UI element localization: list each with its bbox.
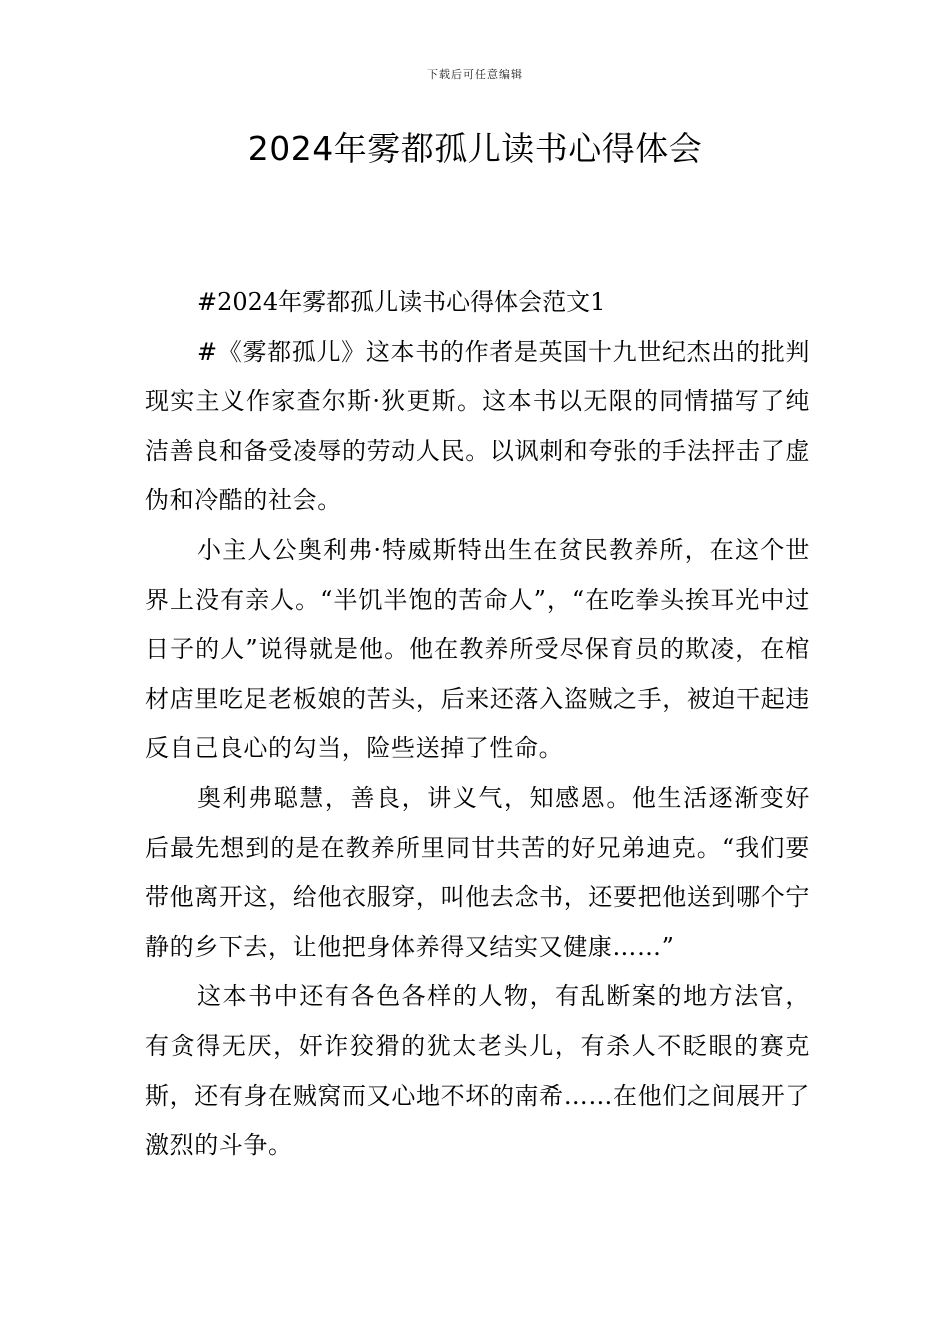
paragraph-intro: #《雾都孤儿》这本书的作者是英国十九世纪杰出的批判现实主义作家查尔斯·狄更斯。这本书以无限的同情描写了纯洁善良和备受凌辱的劳动人民。以讽刺和夸张的手法抨击了虚伪和冷酷的社会。 <box>145 337 810 515</box>
paragraph-characters: 这本书中还有各色各样的人物，有乱断案的地方法官，有贪得无厌，奸诈狡猾的犹太老头儿，有杀人不眨眼的赛克斯，还有身在贼窝而又心地不坏的南希……在他们之间展开了激烈的斗争。 <box>145 982 810 1160</box>
paragraph-character: 奥利弗聪慧，善良，讲义气，知感恩。他生活逐渐变好后最先想到的是在教养所里同甘共苦的好兄弟迪克。“我们要带他离开这，给他衣服穿，叫他去念书，还要把他送到哪个宁静的乡下去，让他把身体养得又结实又健康……” <box>145 783 810 961</box>
section-heading: #2024年雾都孤儿读书心得体会范文1 <box>197 288 606 316</box>
paragraph-protagonist: 小主人公奥利弗·特威斯特出生在贫民教养所，在这个世界上没有亲人。“半饥半饱的苦命人”，“在吃拳头挨耳光中过日子的人”说得就是他。他在教养所受尽保育员的欺凌，在棺材店里吃足老板娘的苦头，后来还落入盗贼之手，被迫干起违反自己良心的勾当，险些送掉了性命。 <box>145 535 810 763</box>
document-body <box>145 278 810 1171</box>
document-title: 2024年雾都孤儿读书心得体会 <box>247 129 703 168</box>
header-note: 下载后可任意编辑 <box>427 68 523 81</box>
